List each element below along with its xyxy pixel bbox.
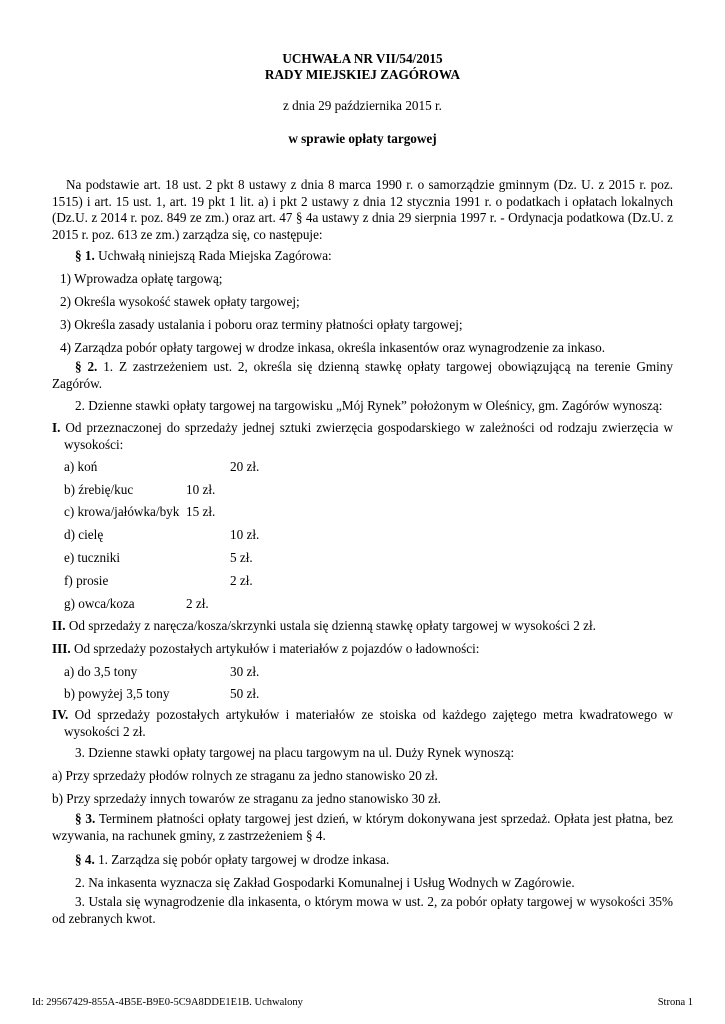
animal-price: 15 zł. (186, 504, 216, 519)
point-IV (52, 707, 673, 740)
title-line-1: UCHWAŁA NR VII/54/2015 (282, 51, 443, 66)
section-4-p1-text: 1. Zarządza się pobór opłaty targowej w drodze inkasa. (94, 852, 390, 867)
section-1-text: Uchwałą niniejszą Rada Miejska Zagórowa: (94, 248, 332, 263)
page-number: Strona 1 (657, 997, 693, 1008)
point-IV-mark: IV. (52, 707, 69, 722)
point-III (52, 641, 479, 657)
animal-price: 2 zł. (186, 596, 209, 611)
point-II-mark: II. (52, 618, 66, 633)
animal-name: g) owca/koza (64, 596, 135, 611)
section-2-paragraph-3b: b) Przy sprzedaży innych towarów ze straganu za jedno stanowisko 30 zł. (52, 791, 441, 806)
point-II (52, 618, 596, 634)
animal-name: b) źrebię/kuc (64, 482, 134, 497)
resolution-subject: w sprawie opłaty targowej (288, 131, 437, 146)
point-I-text: Od przeznaczonej do sprzedaży jednej sztuki zwierzęcia gospodarskiego w zależności od rodzaju zwierzęcia w wysokości: (60, 420, 673, 452)
vehicle-name: a) do 3,5 tony (64, 664, 138, 679)
animal-price: 10 zł. (230, 527, 260, 542)
point-III-text: Od sprzedaży pozostałych artykułów i materiałów z pojazdów o ładowności: (70, 641, 480, 656)
section-3-text: Terminem płatności opłaty targowej jest dzień, w którym dokonywana jest sprzedaż. Opłata jest płatna, bez wzywania, na rachunek gminy, z zastrzeżeniem § 4. (52, 811, 674, 843)
vehicle-name: b) powyżej 3,5 tony (64, 686, 170, 701)
animal-price: 5 zł. (230, 550, 253, 565)
section-1-mark: § 1. (75, 248, 95, 263)
point-II-text: Od sprzedaży z naręcza/kosza/skrzynki ustala się dzienną stawkę opłaty targowej w wysokości 2 zł. (65, 618, 596, 633)
section-2-paragraph-3: 3. Dzienne stawki opłaty targowej na placu targowym na ul. Duży Rynek wynoszą: (75, 745, 515, 760)
title-line-2: RADY MIEJSKIEJ ZAGÓROWA (264, 67, 461, 82)
section-2-paragraph-1 (52, 359, 673, 392)
section-3 (52, 811, 673, 844)
point-III-mark: III. (52, 641, 71, 656)
vehicle-price: 30 zł. (230, 664, 260, 679)
section-4-paragraph-3: 3. Ustala się wynagrodzenie dla inkasenta, o którym mowa w ust. 2, za pobór opłaty targowej w wysokości 35% od zebranych kwot. (52, 894, 673, 926)
section-2-mark: § 2. (75, 359, 98, 374)
vehicle-price: 50 zł. (230, 686, 260, 701)
animal-price: 2 zł. (230, 573, 253, 588)
animal-price: 10 zł. (186, 482, 216, 497)
animal-name: e) tuczniki (64, 550, 121, 565)
section-4-mark: § 4. (75, 852, 95, 867)
section-1-intro (75, 248, 332, 264)
section-1-item: 2) Określa wysokość stawek opłaty targowej; (60, 294, 300, 309)
section-2-paragraph-2: 2. Dzienne stawki opłaty targowej na targowisku „Mój Rynek” położonym w Oleśnicy, gm. Zagórów wynoszą: (75, 398, 663, 413)
preamble: Na podstawie art. 18 ust. 2 pkt 8 ustawy z dnia 8 marca 1990 r. o samorządzie gminnym (Dz. U. z 2015 r. poz. 1515) i art. 15 ust. 1, art. 19 pkt 1 lit. a) i pkt 2 ustawy z dnia 12 stycznia 1991 r. o podatkach i opłatach lokalnych (Dz.U. z 2014 r. poz. 849 ze zm.) oraz art. 47 § 4a ustawy z dnia 29 sierpnia 1997 r. - Ordynacja podatkowa (Dz.U. z 2015 r. poz. 613 ze zm.) zarządza się, co następuje: (52, 177, 673, 242)
animal-price: 20 zł. (230, 459, 260, 474)
section-2-paragraph-3a: a) Przy sprzedaży płodów rolnych ze straganu za jedno stanowisko 20 zł. (52, 768, 438, 783)
section-1-item: 4) Zarządza pobór opłaty targowej w drodze inkasa, określa inkasentów oraz wynagrodzenie za inkaso. (60, 340, 605, 355)
section-1-item: 1) Wprowadza opłatę targową; (60, 271, 223, 286)
animal-name: d) cielę (64, 527, 104, 542)
document-id: Id: 29567429-855A-4B5E-B9E0-5C9A8DDE1E1B. Uchwalony (32, 997, 303, 1008)
resolution-date: z dnia 29 października 2015 r. (283, 98, 442, 113)
animal-name: a) koń (64, 459, 98, 474)
section-4-paragraph-2: 2. Na inkasenta wyznacza się Zakład Gospodarki Komunalnej i Usług Wodnych w Zagórowie. (75, 875, 575, 890)
point-IV-text: Od sprzedaży pozostałych artykułów i materiałów ze stoiska od każdego zajętego metra kwadratowego w wysokości 2 zł. (64, 707, 673, 739)
section-1-item: 3) Określa zasady ustalania i poboru oraz terminy płatności opłaty targowej; (60, 317, 463, 332)
section-4-paragraph-1 (75, 852, 389, 868)
animal-name: f) prosie (64, 573, 109, 588)
point-I (52, 420, 673, 453)
section-3-mark: § 3. (75, 811, 96, 826)
animal-name: c) krowa/jałówka/byk (64, 504, 180, 519)
section-2-p1-text: 1. Z zastrzeżeniem ust. 2, określa się dzienną stawkę opłaty targowej obowiązującą na terenie Gminy Zagórów. (52, 359, 673, 391)
point-I-mark: I. (52, 420, 61, 435)
